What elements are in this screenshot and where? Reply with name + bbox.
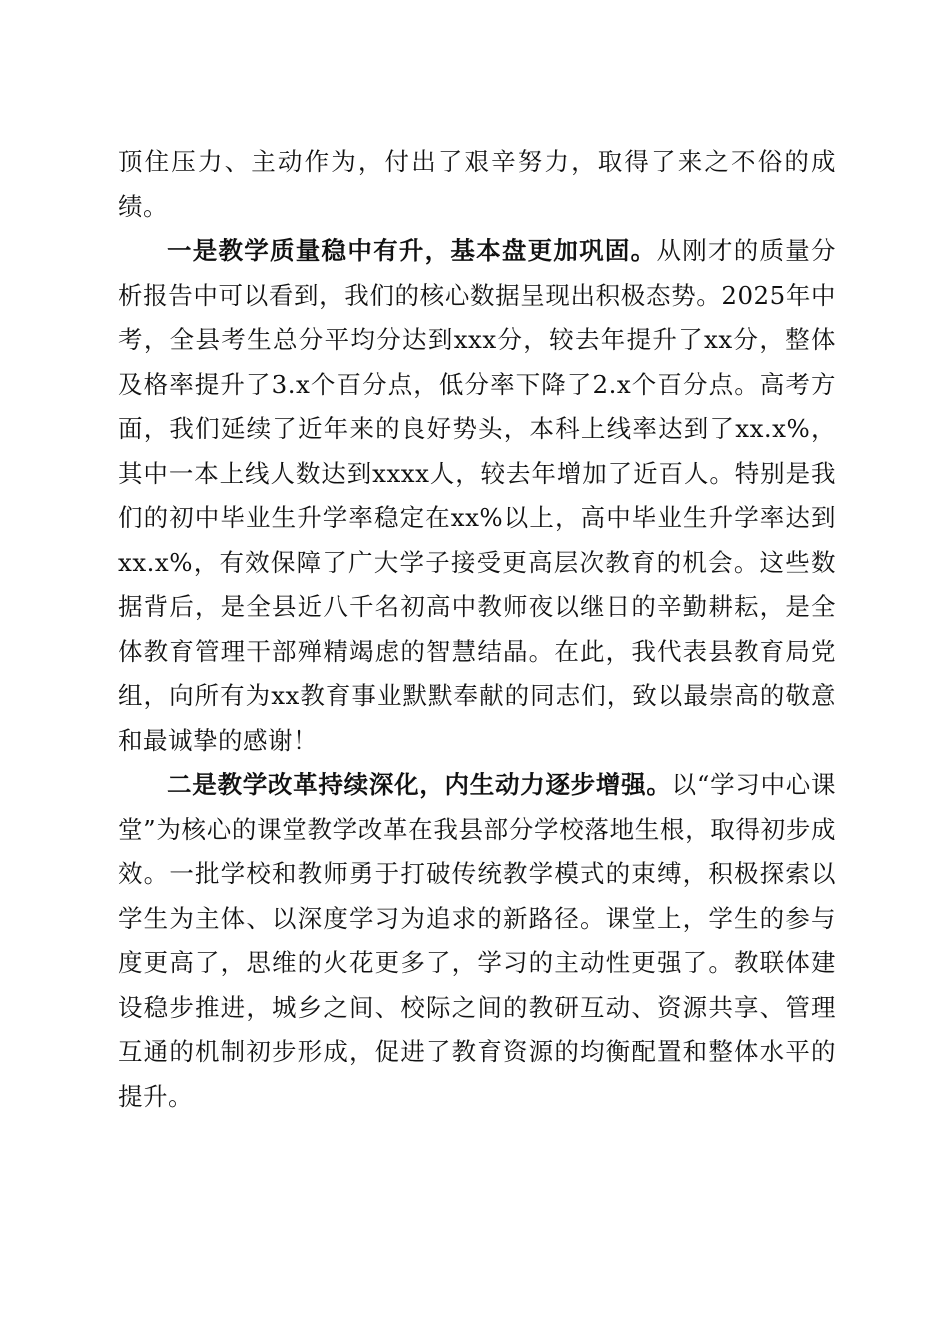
paragraph-text: 顶住压力、主动作为，付出了艰辛努力，取得了来之不俗的成绩。 — [118, 147, 836, 221]
document-page — [118, 140, 836, 1119]
paragraph-text: 从刚才的质量分析报告中可以看到，我们的核心数据呈现出积极态势。2025年中考，全县考生总分平均分达到xxx分，较去年提升了xx分，整体及格率提升了3.x个百分点，低分率下降了2.x个百分点。高考方面，我们延续了近年来的良好势头，本科上线率达到了xx.x%，其中一本上线人数达到xxxx人，较去年增加了近百人。特别是我们的初中毕业生升学率稳定在xx%以上，高中毕业生升学率达到xx.x%，有效保障了广大学子接受更高层次教育的机会。这些数据背后，是全县近八千名初高中教师夜以继日的辛勤耕耘，是全体教育管理干部殚精竭虑的智慧结晶。在此，我代表县教育局党组，向所有为xx教育事业默默奉献的同志们，致以最崇高的敬意和最诚挚的感谢！ — [118, 236, 837, 755]
paragraph-lead-heading: 一是教学质量稳中有升，基本盘更加巩固。 — [167, 236, 657, 265]
paragraph-teaching-quality — [118, 229, 836, 763]
paragraph-lead-heading: 二是教学改革持续深化，内生动力逐步增强。 — [167, 770, 672, 799]
paragraph-continuation — [118, 140, 836, 229]
paragraph-teaching-reform — [118, 763, 836, 1119]
paragraph-text: 以“学习中心课堂”为核心的课堂教学改革在我县部分学校落地生根，取得初步成效。一批学校和教师勇于打破传统教学模式的束缚，积极探索以学生为主体、以深度学习为追求的新路径。课堂上，学生的参与度更高了，思维的火花更多了，学习的主动性更强了。教联体建设稳步推进，城乡之间、校际之间的教研互动、资源共享、管理互通的机制初步形成，促进了教育资源的均衡配置和整体水平的提升。 — [118, 770, 836, 1111]
